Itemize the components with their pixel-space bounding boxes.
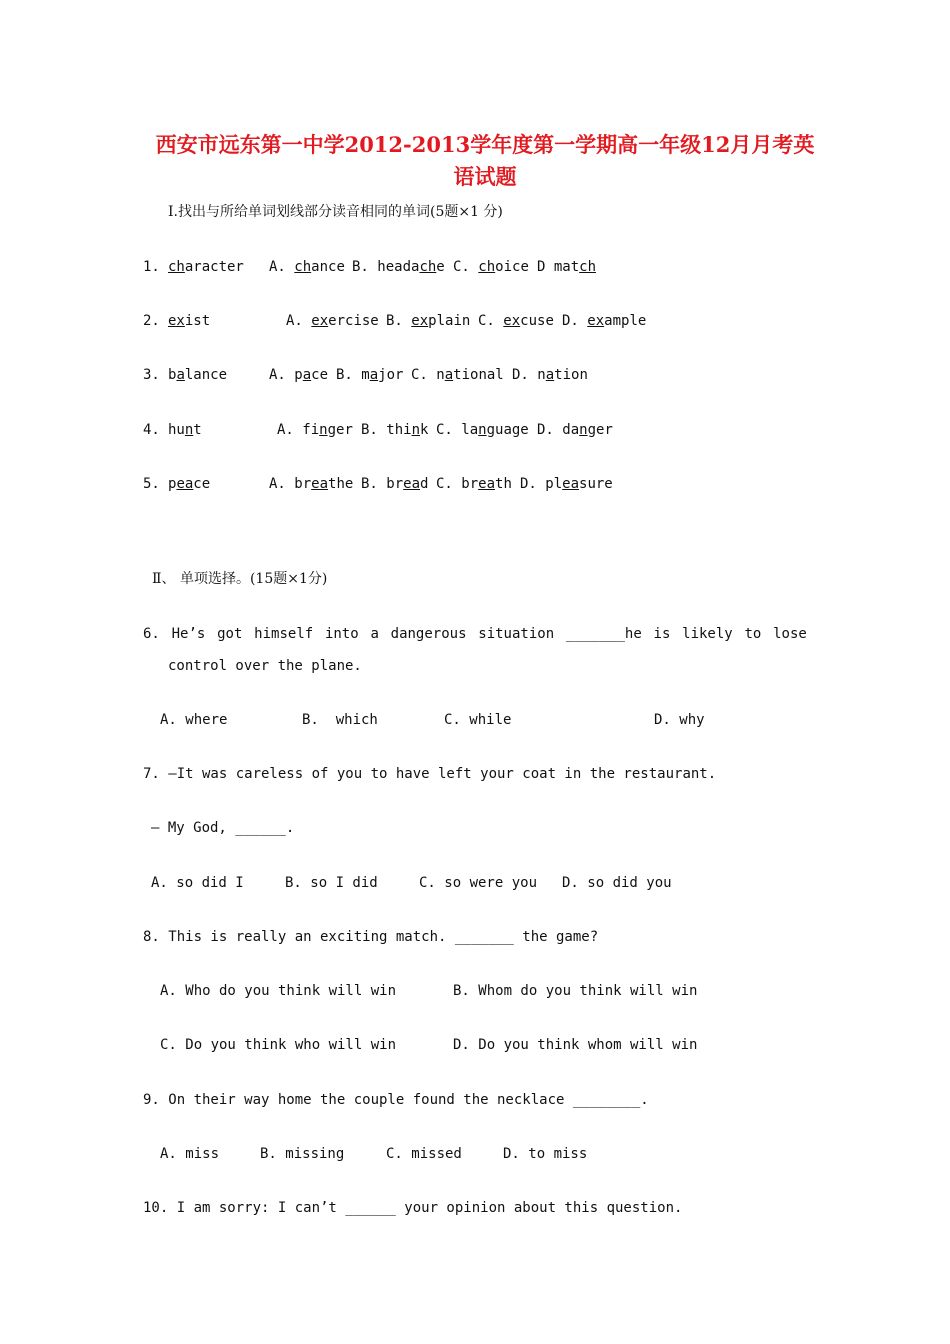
option-c: C. national — [411, 367, 504, 383]
stem-word: is — [653, 626, 671, 642]
question-stem: 8. This is really an exciting match. _______ the game? — [143, 929, 599, 945]
option-d: D. danger — [537, 422, 613, 438]
option-d: D. so did you — [562, 875, 672, 891]
target-word: character — [168, 259, 244, 275]
option-d: D match — [537, 259, 597, 275]
question-stem-line-2: control over the plane. — [168, 658, 362, 674]
option-b: B. which — [302, 712, 378, 728]
option-a: A. so did I — [151, 875, 244, 891]
stem-word: _______he — [565, 626, 642, 642]
target-word: peace — [168, 476, 211, 492]
option-c: C. so were you — [419, 875, 538, 891]
option-d: D. why — [654, 712, 705, 728]
option-c: C. language — [436, 422, 529, 438]
option-c: C. choice — [453, 259, 529, 275]
stem-word: to — [744, 626, 762, 642]
target-word: exist — [168, 313, 211, 329]
option-c: C. breath — [436, 476, 512, 492]
option-c: C. missed — [386, 1146, 462, 1162]
option-b: B. so I did — [285, 875, 378, 891]
option-d: D. nation — [512, 367, 588, 383]
target-word: balance — [168, 367, 228, 383]
stem-word: situation — [478, 626, 555, 642]
stem-word: himself — [254, 626, 314, 642]
part2-heading: Ⅱ、 单项选择。(15题×1分) — [152, 571, 328, 587]
option-c: C. while — [444, 712, 512, 728]
option-b: B. headache — [352, 259, 445, 275]
stem-word: lose — [773, 626, 807, 642]
stem-word: likely — [682, 626, 733, 642]
option-a: A. pace — [269, 367, 329, 383]
target-word: hunt — [168, 422, 202, 438]
option-b: B. explain — [386, 313, 471, 329]
stem-word: 6. — [143, 626, 160, 642]
question-stem: 10. I am sorry: I can’t ______ your opinion about this question. — [143, 1200, 683, 1216]
question-number: 2. — [143, 313, 160, 329]
option-d: D. to miss — [503, 1146, 588, 1162]
exam-title-line-1: 西安市远东第一中学2012-2013学年度第一学期高一年级12月月考英 — [155, 132, 815, 157]
option-b: B. major — [336, 367, 404, 383]
question-reply: — My God, ______. — [151, 820, 295, 836]
question-stem: 9. On their way home the couple found the necklace ________. — [143, 1092, 649, 1108]
question-number: 1. — [143, 259, 160, 275]
option-a: A. miss — [160, 1146, 220, 1162]
stem-word: got — [217, 626, 243, 642]
option-a: A. finger — [277, 422, 353, 438]
question-number: 5. — [143, 476, 160, 492]
option-c: C. excuse — [478, 313, 554, 329]
option-a: A. chance — [269, 259, 345, 275]
option-d: D. example — [562, 313, 647, 329]
stem-word: a — [370, 626, 379, 642]
part1-heading: Ⅰ.找出与所给单词划线部分读音相同的单词(5题×1 分) — [168, 204, 503, 220]
question-stem: 7. —It was careless of you to have left your coat in the restaurant. — [143, 766, 717, 782]
option-c: C. Do you think who will win — [160, 1037, 397, 1053]
option-b: B. missing — [260, 1146, 345, 1162]
option-d: D. pleasure — [520, 476, 613, 492]
question-number: 4. — [143, 422, 160, 438]
question-number: 3. — [143, 367, 160, 383]
option-b: B. Whom do you think will win — [453, 983, 698, 999]
option-d: D. Do you think whom will win — [453, 1037, 698, 1053]
stem-word: into — [324, 626, 359, 642]
option-a: A. breathe — [269, 476, 354, 492]
exam-title-line-2: 语试题 — [453, 164, 517, 189]
option-b: B. think — [361, 422, 429, 438]
stem-word: He’s — [171, 626, 206, 642]
option-a: A. where — [160, 712, 228, 728]
question-stem-line-1 — [143, 624, 807, 644]
option-a: A. Who do you think will win — [160, 983, 397, 999]
stem-word: dangerous — [390, 626, 467, 642]
option-a: A. exercise — [286, 313, 379, 329]
option-b: B. bread — [361, 476, 429, 492]
